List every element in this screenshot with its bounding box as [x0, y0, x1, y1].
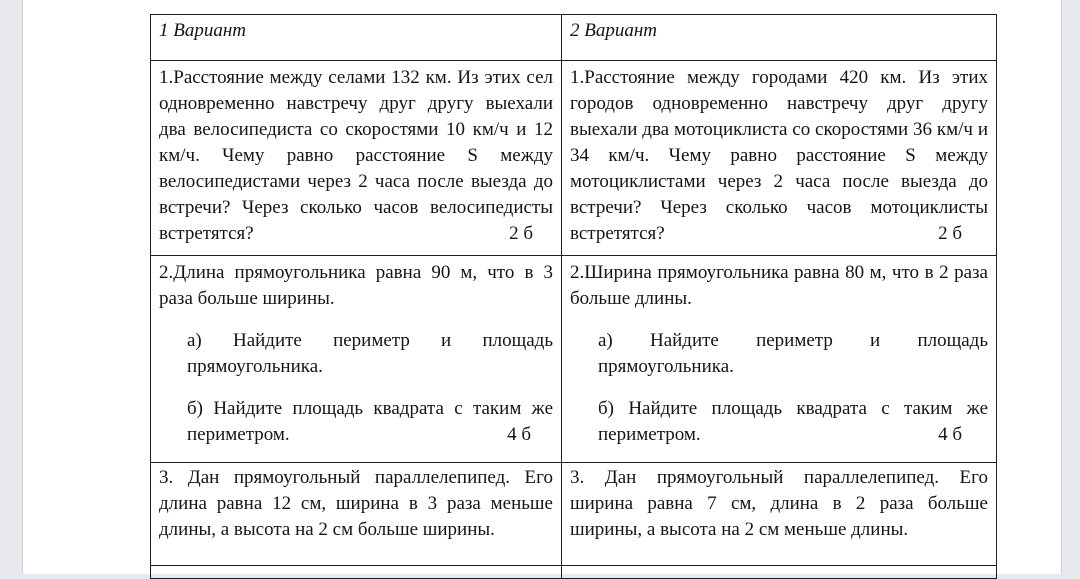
task-2-v1-points: 4 б: [507, 424, 531, 445]
task-3-variant-2: 3. Дан прямоугольный параллелепипед. Его ширина равна 7 см, длина в 2 раза больше ширины, а высота на 2 см меньше длины.: [562, 463, 997, 566]
task-2-row: [151, 256, 997, 463]
task-2-v1-part-b-text: б) Найдите площадь квадрата с таким же периметром.: [187, 398, 553, 445]
task-2-v2-intro: 2.Ширина прямоугольника равна 80 м, что в 2 раза больше длины.: [570, 262, 988, 309]
variant-2-header: 2 Вариант: [562, 15, 997, 61]
task-2-variant-1: [151, 256, 562, 463]
task-2-v1-part-a: а) Найдите периметр и площадь прямоугольника.: [187, 330, 553, 377]
task-2-v2-points: 4 б: [938, 424, 962, 445]
task-2-v2-part-a: а) Найдите периметр и площадь прямоугольника.: [598, 330, 988, 377]
variants-table: [150, 14, 997, 579]
task-2-variant-2: [562, 256, 997, 463]
task-1-v2-points: 2 б: [938, 223, 962, 244]
task-2-v1-part-b: [159, 396, 553, 448]
next-row-partial: [151, 566, 997, 579]
task-1-v1-text: 1.Расстояние между селами 132 км. Из этих сел одновременно навстречу друг другу выехали два велосипедиста со скоростями 10 км/ч и 12 км/ч. Чему равно расстояние S между велосипедистами через 2 часа после выезда до встречи? Через сколько часов велосипедисты встретятся?: [159, 67, 553, 244]
task-3-variant-1: 3. Дан прямоугольный параллелепипед. Его длина равна 12 см, ширина в 3 раза меньше длины, а высота на 2 см больше ширины.: [151, 463, 562, 566]
task-2-v1-intro: 2.Длина прямоугольника равна 90 м, что в 3 раза больше ширины.: [159, 262, 553, 309]
document-page: [22, 0, 1062, 574]
task-1-variant-1: [151, 61, 562, 256]
next-row-cell-2: [562, 566, 997, 579]
task-1-v1-points: 2 б: [509, 223, 533, 244]
task-1-variant-2: [562, 61, 997, 256]
next-row-cell-1: [151, 566, 562, 579]
variant-1-header: 1 Вариант: [151, 15, 562, 61]
task-1-v2-text: 1.Расстояние между городами 420 км. Из этих городов одновременно навстречу друг другу выехали два мотоциклиста со скоростями 36 км/ч и 34 км/ч. Чему равно расстояние S между мотоциклистами через 2 часа после выезда до встречи? Через сколько часов мотоциклисты встретятся?: [570, 67, 988, 244]
header-row: [151, 15, 997, 61]
task-1-row: [151, 61, 997, 256]
task-3-row: [151, 463, 997, 566]
task-2-v2-part-b-text: б) Найдите площадь квадрата с таким же периметром.: [598, 398, 988, 445]
task-2-v2-part-b: [570, 396, 988, 448]
